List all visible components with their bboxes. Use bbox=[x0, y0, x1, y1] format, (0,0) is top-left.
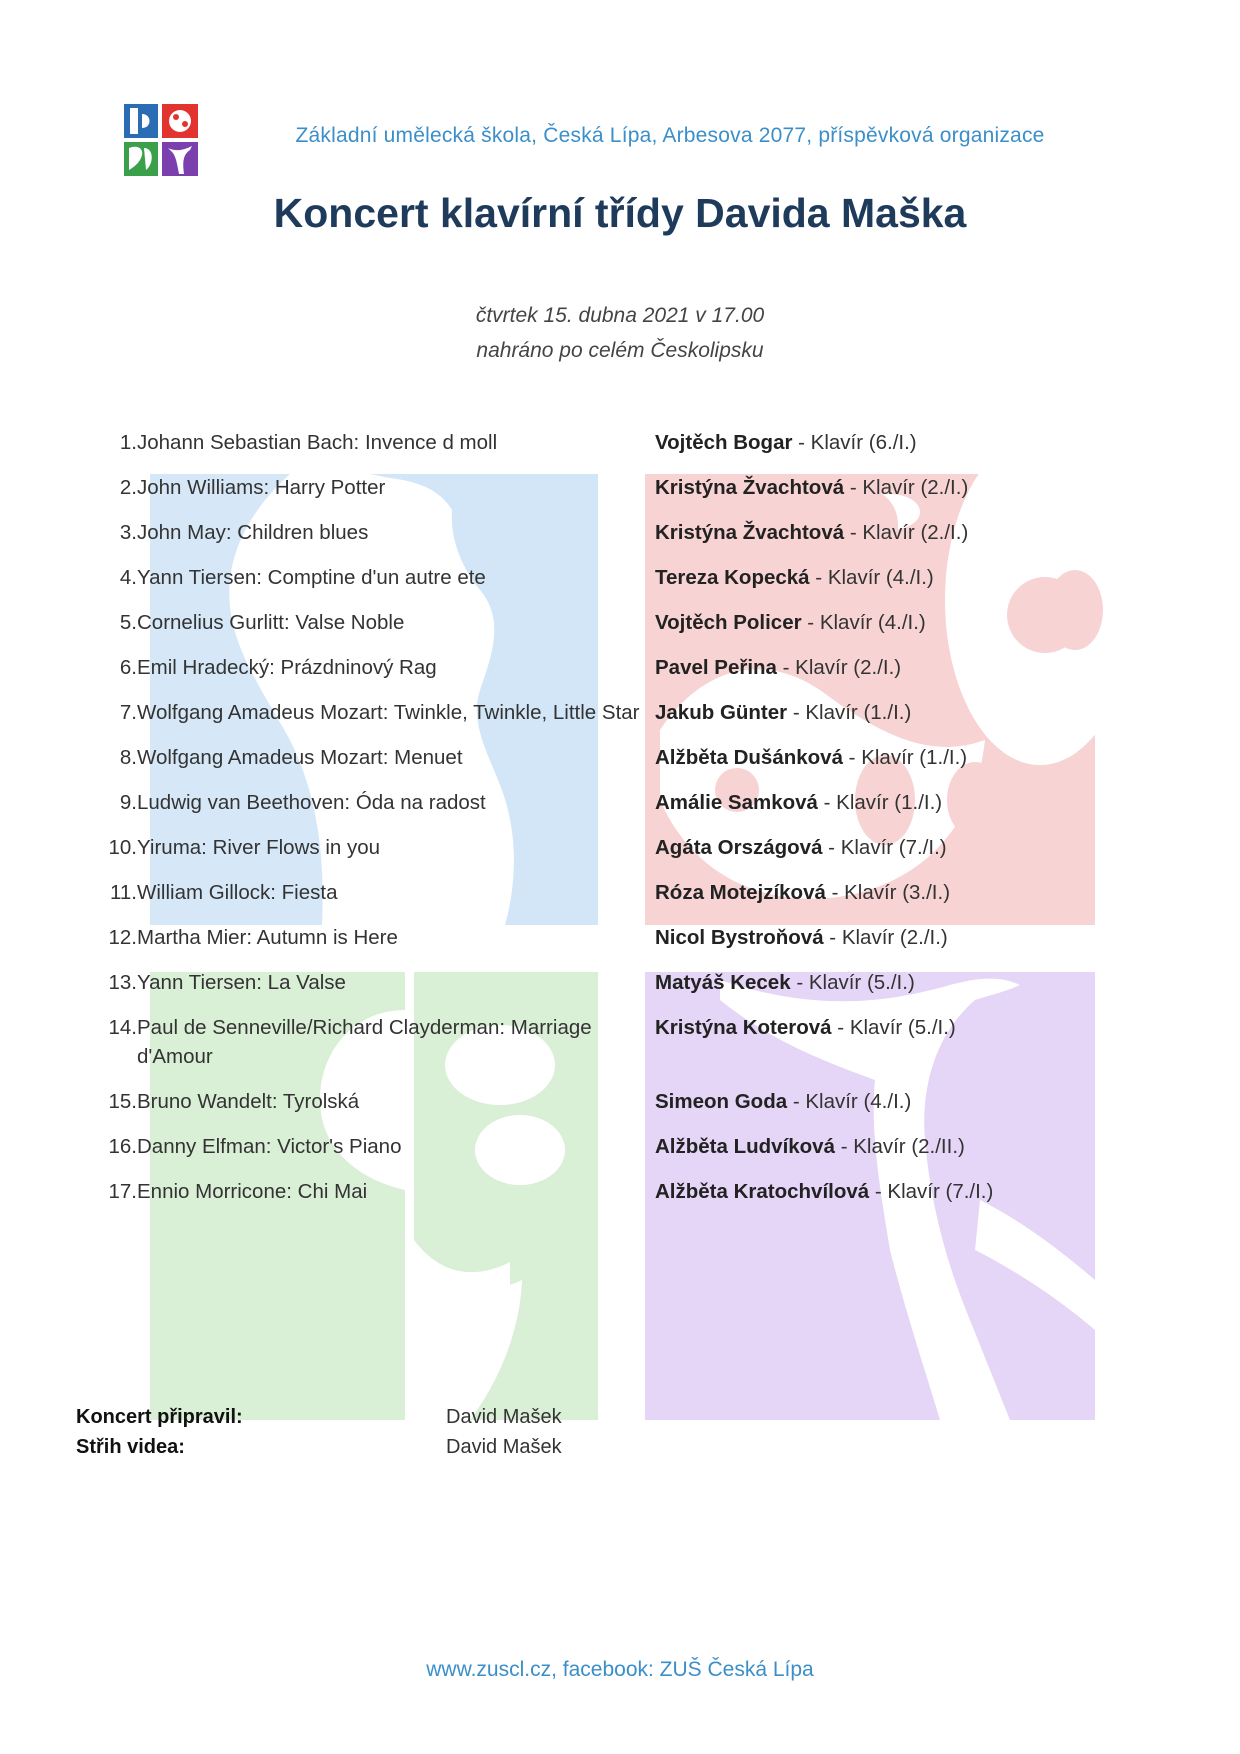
piece-number: 10. bbox=[108, 836, 137, 859]
instrument-separator: - bbox=[787, 701, 806, 724]
performer-name: Alžběta Ludvíková bbox=[655, 1135, 835, 1158]
instrument-separator: - bbox=[842, 746, 862, 769]
piece-number: 11. bbox=[110, 881, 137, 904]
instrument: Klavír (2./I.) bbox=[841, 926, 948, 949]
recorded-line: nahráno po celém Českolipsku bbox=[476, 339, 764, 362]
instrument: Klavír (2./I.) bbox=[862, 476, 969, 499]
performer-name: Alžběta Dušánková bbox=[655, 746, 843, 769]
piece-title: Johann Sebastian Bach: Invence d moll bbox=[137, 431, 498, 454]
piece-title: Wolfgang Amadeus Mozart: Twinkle, Twinkle, Little Star bbox=[137, 701, 640, 724]
instrument: Klavír (6./I.) bbox=[810, 431, 917, 454]
performer-name: Róza Motejzíková bbox=[655, 881, 826, 904]
performer bbox=[649, 1087, 911, 1116]
credit-label: Střih videa: bbox=[76, 1436, 185, 1458]
instrument: Klavír (3./I.) bbox=[844, 881, 951, 904]
instrument-separator: - bbox=[835, 1135, 854, 1158]
piece bbox=[104, 1087, 649, 1116]
programme-row bbox=[104, 1132, 1104, 1161]
piece bbox=[104, 878, 649, 907]
instrument-separator: - bbox=[790, 971, 809, 994]
instrument: Klavír (2./I.) bbox=[795, 656, 902, 679]
piece-number: 6. bbox=[119, 656, 137, 679]
instrument: Klavír (7./I.) bbox=[887, 1180, 994, 1203]
performer-name: Kristýna Žvachtová bbox=[655, 521, 845, 544]
piece-number: 4. bbox=[119, 566, 137, 589]
performer bbox=[649, 878, 950, 907]
piece bbox=[104, 1177, 649, 1206]
footer-links: www.zuscl.cz, facebook: ZUŠ Česká Lípa bbox=[426, 1658, 814, 1681]
performer bbox=[649, 653, 901, 682]
piece-number: 15. bbox=[108, 1090, 137, 1113]
piece-number: 16. bbox=[108, 1135, 137, 1158]
performer-name: Simeon Goda bbox=[655, 1090, 788, 1113]
performer-name: Amálie Samková bbox=[655, 791, 818, 814]
performer-name: Nicol Bystroňová bbox=[655, 926, 824, 949]
performer bbox=[649, 788, 942, 817]
piece-title: John May: Children blues bbox=[137, 521, 369, 544]
programme-row bbox=[104, 518, 1104, 547]
performer bbox=[649, 923, 948, 952]
piece-number: 5. bbox=[119, 611, 137, 634]
piece-number: 13. bbox=[108, 971, 137, 994]
piece-title: Paul de Senneville/Richard Clayderman: Marriage d'Amour bbox=[137, 1016, 592, 1068]
performer-name: Agáta Országová bbox=[655, 836, 823, 859]
instrument-separator: - bbox=[792, 431, 811, 454]
credit-value: David Mašek bbox=[446, 1406, 562, 1428]
piece bbox=[104, 473, 649, 502]
performer-name: Alžběta Kratochvílová bbox=[655, 1180, 870, 1203]
school-name: Základní umělecká škola, Česká Lípa, Arbesova 2077, příspěvková organizace bbox=[295, 124, 1045, 147]
piece-title: Danny Elfman: Victor's Piano bbox=[137, 1135, 402, 1158]
piece-title: Emil Hradecký: Prázdninový Rag bbox=[137, 656, 437, 679]
instrument: Klavír (2./I.) bbox=[862, 521, 969, 544]
instrument: Klavír (1./I.) bbox=[805, 701, 912, 724]
performer bbox=[649, 608, 926, 637]
piece-title: John Williams: Harry Potter bbox=[137, 476, 386, 499]
concert-date-block bbox=[0, 298, 1240, 368]
programme-row bbox=[104, 608, 1104, 637]
credit-value: David Mašek bbox=[446, 1436, 562, 1458]
date-line: čtvrtek 15. dubna 2021 v 17.00 bbox=[475, 304, 765, 327]
piece-number: 1. bbox=[119, 431, 137, 454]
performer-name: Vojtěch Bogar bbox=[655, 431, 793, 454]
instrument-separator: - bbox=[801, 611, 820, 634]
piece-title: Ludwig van Beethoven: Óda na radost bbox=[137, 791, 486, 814]
instrument-separator: - bbox=[844, 521, 863, 544]
instrument-separator: - bbox=[823, 926, 842, 949]
piece bbox=[104, 743, 649, 772]
programme-row bbox=[104, 878, 1104, 907]
piece-number: 14. bbox=[108, 1016, 137, 1039]
performer bbox=[649, 1013, 956, 1042]
piece-title: Cornelius Gurlitt: Valse Noble bbox=[137, 611, 405, 634]
programme-list bbox=[104, 428, 1104, 1206]
credits bbox=[76, 1402, 562, 1462]
instrument: Klavír (5./I.) bbox=[808, 971, 915, 994]
instrument-separator: - bbox=[844, 476, 863, 499]
instrument: Klavír (1./I.) bbox=[836, 791, 943, 814]
piece-title: Bruno Wandelt: Tyrolská bbox=[137, 1090, 360, 1113]
instrument-separator: - bbox=[822, 836, 841, 859]
performer bbox=[649, 698, 911, 727]
instrument-separator: - bbox=[809, 566, 828, 589]
piece-title: Ennio Morricone: Chi Mai bbox=[137, 1180, 368, 1203]
piece-title: William Gillock: Fiesta bbox=[137, 881, 338, 904]
performer-name: Kristýna Žvachtová bbox=[655, 476, 845, 499]
piece-title: Martha Mier: Autumn is Here bbox=[137, 926, 398, 949]
piece bbox=[104, 518, 649, 547]
piece bbox=[104, 608, 649, 637]
piece bbox=[104, 653, 649, 682]
performer bbox=[649, 1177, 993, 1206]
piece-number: 7. bbox=[119, 701, 137, 724]
piece-number: 12. bbox=[108, 926, 137, 949]
instrument-separator: - bbox=[817, 791, 837, 814]
instrument: Klavír (7./I.) bbox=[840, 836, 947, 859]
credit-label: Koncert připravil: bbox=[76, 1406, 243, 1428]
performer bbox=[649, 428, 917, 457]
instrument: Klavír (5./I.) bbox=[849, 1016, 956, 1039]
piece-number: 17. bbox=[108, 1180, 137, 1203]
piece-number: 9. bbox=[119, 791, 137, 814]
performer bbox=[649, 968, 915, 997]
performer bbox=[649, 743, 967, 772]
piece bbox=[104, 698, 649, 727]
instrument: Klavír (4./I.) bbox=[805, 1090, 912, 1113]
performer-name: Jakub Günter bbox=[655, 701, 788, 724]
programme-row bbox=[104, 653, 1104, 682]
instrument-separator: - bbox=[787, 1090, 806, 1113]
programme-row bbox=[104, 473, 1104, 502]
instrument-separator: - bbox=[825, 881, 845, 904]
programme-row bbox=[104, 833, 1104, 862]
piece-number: 3. bbox=[119, 521, 137, 544]
credit-row bbox=[76, 1432, 562, 1462]
performer-name: Vojtěch Policer bbox=[655, 611, 802, 634]
concert-title: Koncert klavírní třídy Davida Maška bbox=[273, 190, 967, 236]
piece bbox=[104, 563, 649, 592]
piece-number: 2. bbox=[119, 476, 137, 499]
performer-name: Pavel Peřina bbox=[655, 656, 777, 679]
piece bbox=[104, 1013, 649, 1071]
programme-row bbox=[104, 743, 1104, 772]
programme-row bbox=[104, 1177, 1104, 1206]
instrument-separator: - bbox=[776, 656, 796, 679]
instrument-separator: - bbox=[831, 1016, 850, 1039]
instrument: Klavír (1./I.) bbox=[861, 746, 968, 769]
piece-title: Wolfgang Amadeus Mozart: Menuet bbox=[137, 746, 463, 769]
piece bbox=[104, 788, 649, 817]
piece-title: Yiruma: River Flows in you bbox=[137, 836, 381, 859]
piece-title: Yann Tiersen: Comptine d'un autre ete bbox=[137, 566, 486, 589]
performer bbox=[649, 518, 968, 547]
performer-name: Matyáš Kecek bbox=[655, 971, 791, 994]
programme-row bbox=[104, 428, 1104, 457]
performer bbox=[649, 473, 968, 502]
performer bbox=[649, 833, 947, 862]
programme-row bbox=[104, 788, 1104, 817]
programme-row bbox=[104, 968, 1104, 997]
performer-name: Kristýna Koterová bbox=[655, 1016, 832, 1039]
school-logo bbox=[124, 104, 198, 176]
piece bbox=[104, 968, 649, 997]
performer-name: Tereza Kopecká bbox=[655, 566, 810, 589]
piece bbox=[104, 833, 649, 862]
instrument-separator: - bbox=[869, 1180, 888, 1203]
piece-title: Yann Tiersen: La Valse bbox=[137, 971, 346, 994]
piece bbox=[104, 1132, 649, 1161]
instrument: Klavír (2./II.) bbox=[853, 1135, 965, 1158]
performer bbox=[649, 1132, 965, 1161]
piece bbox=[104, 923, 649, 952]
performer bbox=[649, 563, 934, 592]
programme-row bbox=[104, 923, 1104, 952]
instrument: Klavír (4./I.) bbox=[819, 611, 926, 634]
programme-row bbox=[104, 1087, 1104, 1116]
credit-row bbox=[76, 1402, 562, 1432]
programme-row bbox=[104, 698, 1104, 727]
programme-row bbox=[104, 563, 1104, 592]
instrument: Klavír (4./I.) bbox=[827, 566, 934, 589]
piece bbox=[104, 428, 649, 457]
piece-number: 8. bbox=[119, 746, 137, 769]
programme-row bbox=[104, 1013, 1104, 1071]
